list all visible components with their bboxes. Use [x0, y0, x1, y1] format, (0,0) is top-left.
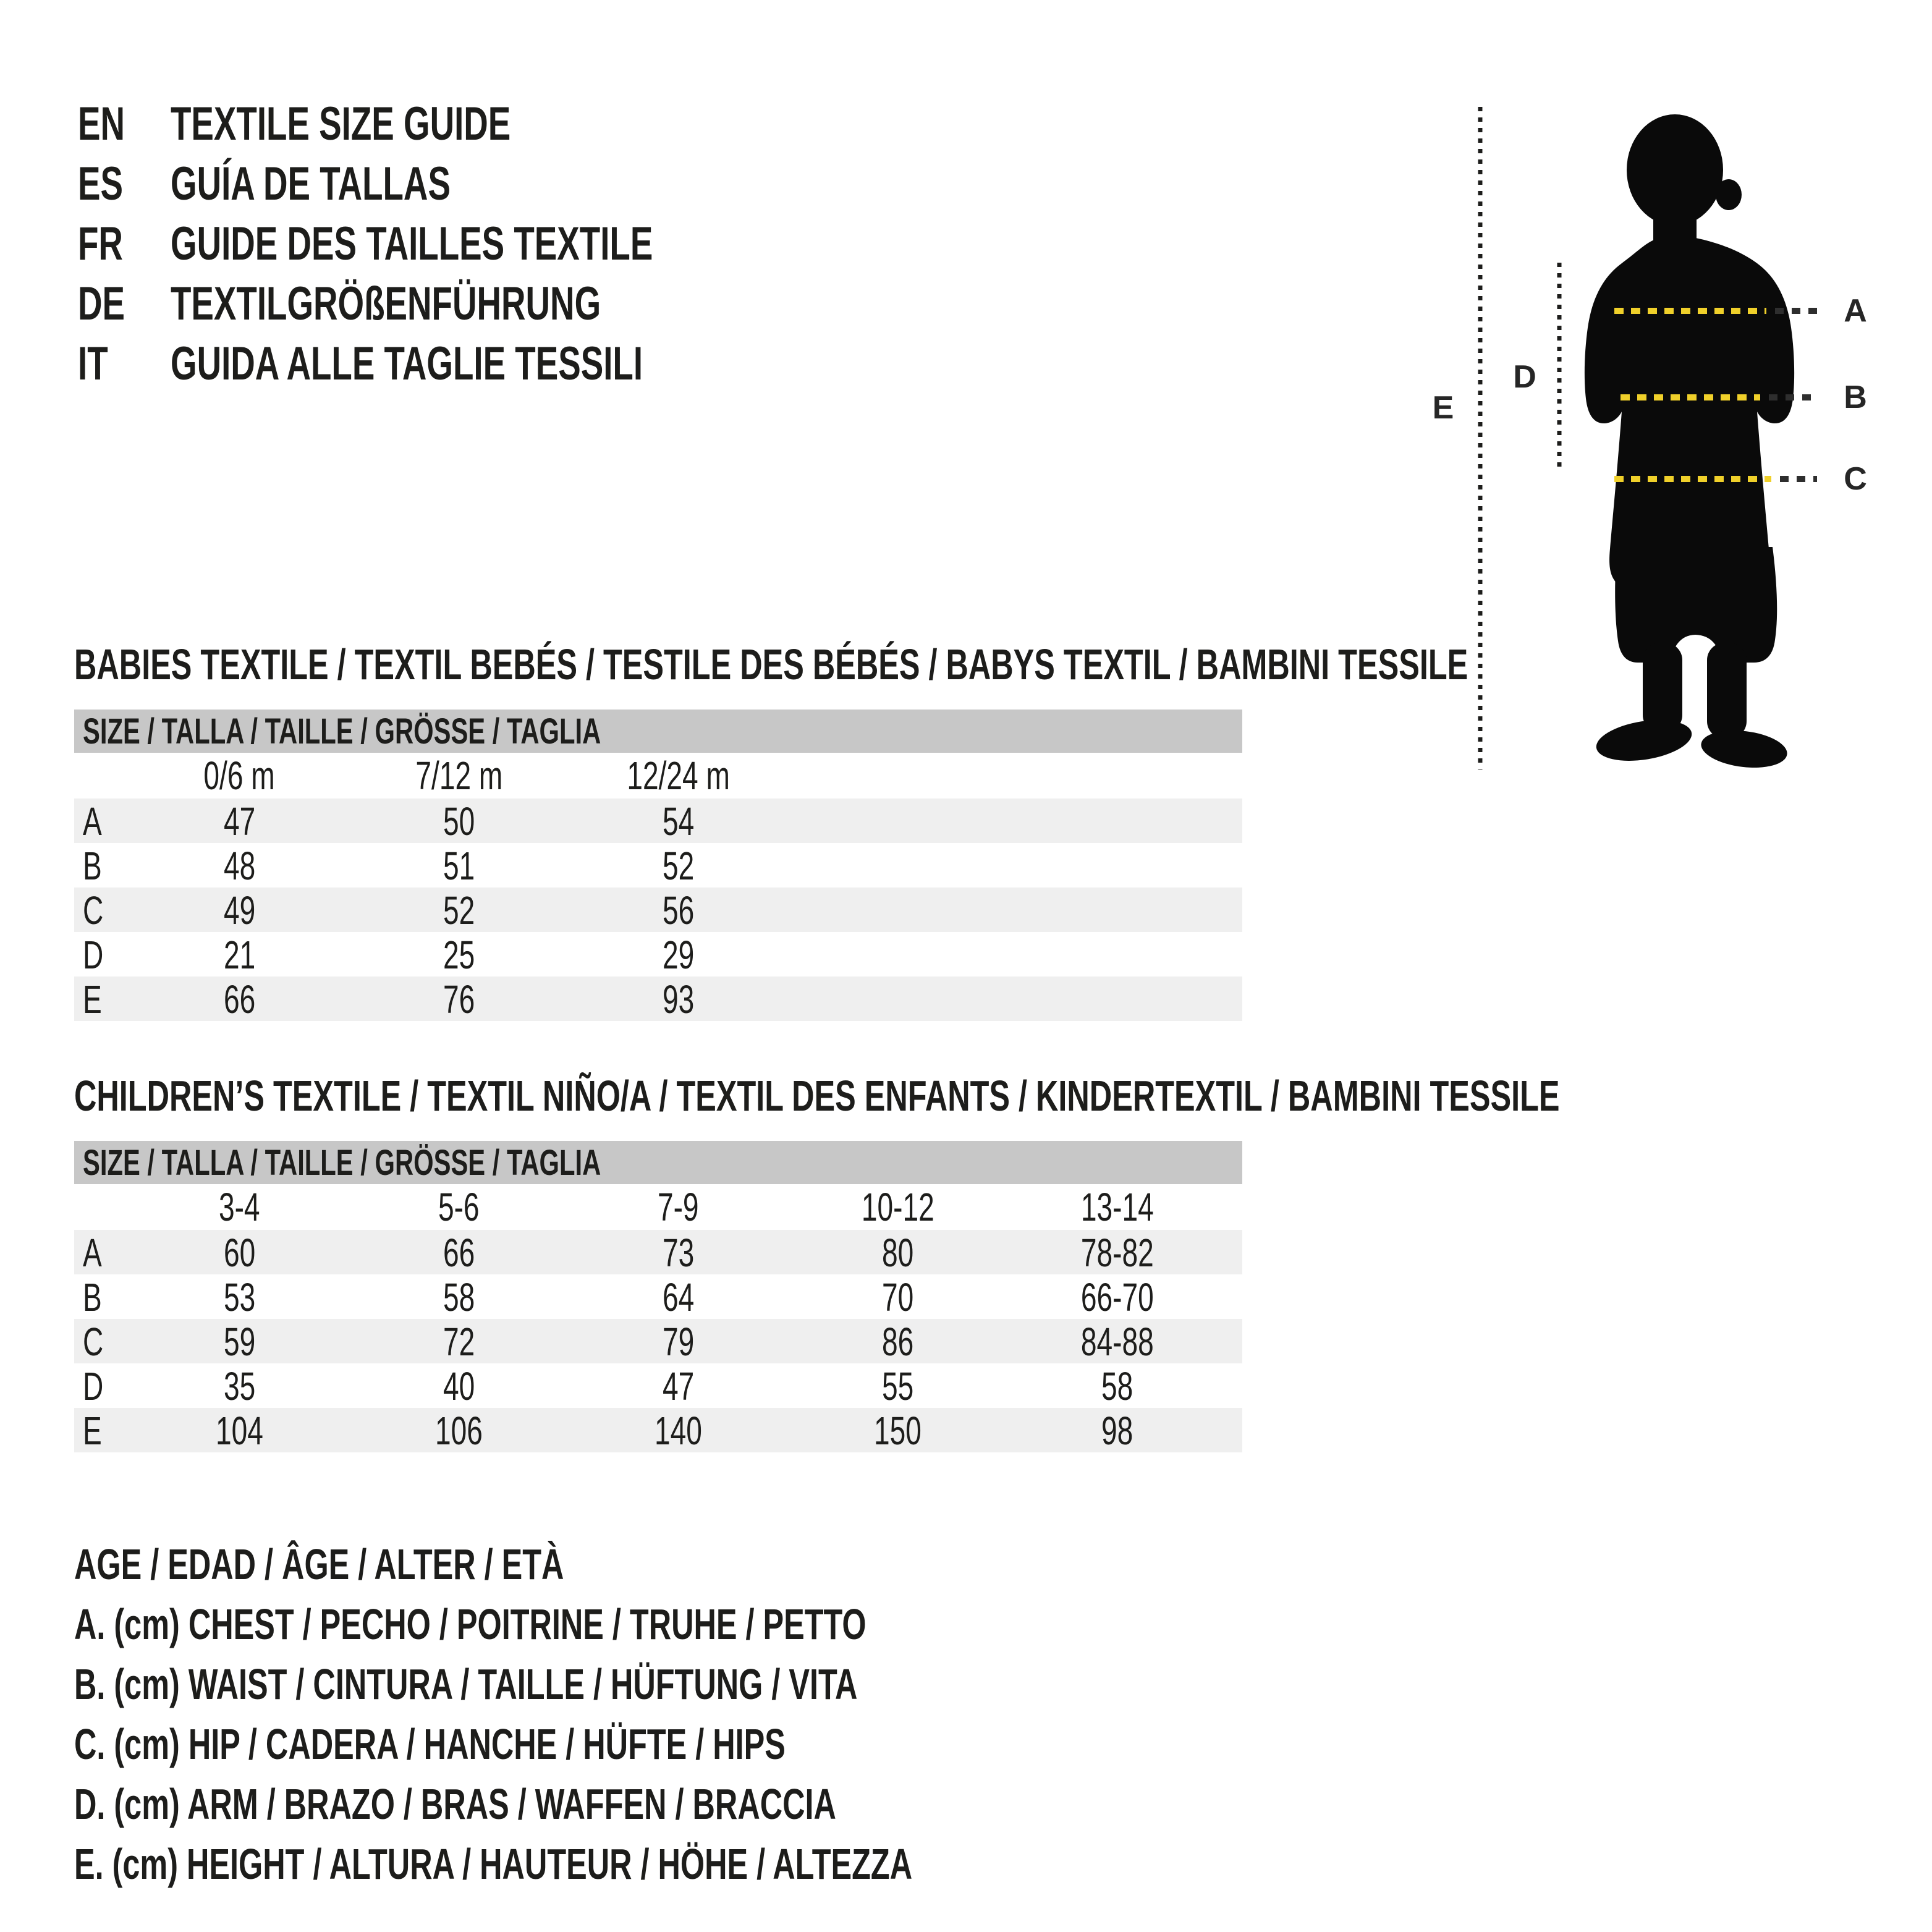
table-cell [569, 1230, 788, 1276]
lang-label [171, 157, 559, 211]
table-cell [349, 888, 569, 933]
column-header [569, 753, 788, 799]
babies-column-header-row [74, 753, 1242, 799]
cell-value: 106 [435, 1409, 483, 1453]
table-cell [1007, 1274, 1227, 1320]
table-cell [130, 843, 349, 889]
lang-row-es [78, 154, 841, 214]
column-header [130, 1184, 349, 1230]
children-section-title-text: CHILDREN’S TEXTILE / TEXTIL NIÑO/A / TEXTIL DES ENFANTS / KINDERTEXTIL / BAMBINI TESSILE [74, 1072, 1560, 1120]
table-cell [569, 1363, 788, 1409]
table-cell [349, 1274, 569, 1320]
table-cell [569, 1274, 788, 1320]
size-header-text: SIZE / TALLA / TAILLE / GRÖSSE / TAGLIA [83, 711, 601, 752]
measure-label-waist-B: B [1844, 379, 1867, 415]
column-header-text: 12/24 m [627, 753, 730, 798]
lang-code [78, 217, 171, 271]
table-cell [130, 888, 349, 933]
lang-code [78, 277, 171, 331]
table-row-B [74, 843, 1242, 888]
language-title-block [78, 94, 841, 394]
table-row-D [74, 1363, 1242, 1408]
lang-label [171, 337, 826, 391]
row-label-text: D [83, 933, 104, 977]
cell-value: 52 [662, 844, 695, 888]
row-label-text: E [83, 977, 102, 1022]
size-header-text: SIZE / TALLA / TAILLE / GRÖSSE / TAGLIA [83, 1142, 601, 1183]
table-cell [130, 1363, 349, 1409]
table-cell [1007, 1319, 1227, 1365]
measure-label-arm-D: D [1513, 359, 1536, 395]
cell-value: 47 [223, 799, 256, 844]
row-label [74, 799, 130, 844]
cell-value: 64 [662, 1275, 695, 1320]
row-label [74, 843, 130, 889]
cell-value: 40 [443, 1364, 475, 1409]
table-row-C [74, 888, 1242, 932]
lang-code-text: FR [78, 218, 123, 270]
cell-value: 76 [443, 977, 475, 1022]
column-header-text: 5-6 [438, 1185, 480, 1229]
cell-value: 58 [443, 1275, 475, 1320]
lang-label-text: TEXTILE SIZE GUIDE [171, 98, 511, 150]
table-cell [788, 1230, 1007, 1276]
measure-label-hip-C: C [1844, 461, 1867, 497]
row-label [74, 1363, 130, 1409]
legend-text: E. (cm) HEIGHT / ALTURA / HAUTEUR / HÖHE / ALTEZZA [74, 1839, 913, 1888]
cell-value: 48 [223, 844, 256, 888]
table-cell [130, 1230, 349, 1276]
cell-value: 66 [223, 977, 256, 1022]
babies-size-table [74, 710, 1242, 1021]
lang-label [171, 277, 768, 331]
table-row-E [74, 1408, 1242, 1452]
lang-code [78, 157, 171, 211]
legend-text: D. (cm) ARM / BRAZO / BRAS / WAFFEN / BRACCIA [74, 1779, 836, 1828]
children-size-table [74, 1141, 1242, 1452]
table-cell [1007, 1230, 1227, 1276]
row-label-text: C [83, 888, 104, 933]
cell-value: 93 [662, 977, 695, 1022]
row-label [74, 977, 130, 1022]
table-cell [349, 843, 569, 889]
cell-value: 53 [223, 1275, 256, 1320]
cell-value: 56 [662, 888, 695, 933]
table-cell [1007, 1363, 1227, 1409]
row-label-text: A [83, 1231, 102, 1275]
cell-value: 50 [443, 799, 475, 844]
table-cell [349, 977, 569, 1022]
table-cell [349, 932, 569, 978]
children-table-header-bar [74, 1141, 1242, 1184]
babies-table-header-bar [74, 710, 1242, 753]
row-label-text: D [83, 1364, 104, 1409]
table-cell [788, 1408, 1007, 1454]
lang-code [78, 337, 171, 391]
legend-line-height [74, 1834, 1238, 1894]
table-cell [788, 1319, 1007, 1365]
babies-section-title-text: BABIES TEXTILE / TEXTIL BEBÉS / TESTILE DES BÉBÉS / BABYS TEXTIL / BAMBINI TESSILE [74, 640, 1468, 688]
cell-value: 60 [223, 1231, 256, 1275]
measure-label-height-E: E [1432, 390, 1454, 426]
lang-code-text: IT [78, 337, 108, 390]
table-cell [569, 799, 788, 844]
column-header-text: 7/12 m [415, 753, 502, 798]
table-cell [569, 932, 788, 978]
row-label [74, 1274, 130, 1320]
table-row-E [74, 977, 1242, 1021]
cell-value: 104 [216, 1409, 263, 1453]
table-cell [569, 843, 788, 889]
column-header [130, 753, 349, 799]
column-header [349, 1184, 569, 1230]
lang-row-en [78, 94, 841, 154]
cell-value: 58 [1101, 1364, 1133, 1409]
column-header-text: 3-4 [219, 1185, 260, 1229]
table-cell [349, 1408, 569, 1454]
cell-value: 47 [662, 1364, 695, 1409]
children-column-header-row [74, 1184, 1242, 1230]
table-cell [1007, 1408, 1227, 1454]
lang-label-text: GUIDA ALLE TAGLIE TESSILI [171, 337, 643, 390]
cell-value: 86 [881, 1320, 914, 1364]
child-silhouette-figure [1397, 87, 1891, 803]
cell-value: 84-88 [1080, 1320, 1154, 1364]
row-label-text: A [83, 799, 102, 844]
table-cell [569, 1319, 788, 1365]
cell-value: 150 [874, 1409, 922, 1453]
measurement-legend [74, 1534, 1238, 1894]
row-label [74, 1319, 130, 1365]
lang-code [78, 97, 171, 151]
table-cell [569, 888, 788, 933]
cell-value: 70 [881, 1275, 914, 1320]
cell-value: 140 [655, 1409, 702, 1453]
measure-label-chest-A: A [1844, 293, 1867, 329]
table-cell [349, 799, 569, 844]
cell-value: 49 [223, 888, 256, 933]
table-cell [788, 1274, 1007, 1320]
lang-code-text: ES [78, 158, 124, 210]
row-label-text: B [83, 844, 102, 888]
legend-text: A. (cm) CHEST / PECHO / POITRINE / TRUHE / PETTO [74, 1599, 866, 1648]
cell-value: 54 [662, 799, 695, 844]
table-cell [788, 1363, 1007, 1409]
column-header [1007, 1184, 1227, 1230]
lang-label [171, 97, 643, 151]
legend-line-waist [74, 1654, 1238, 1714]
table-cell [130, 977, 349, 1022]
table-row-C [74, 1319, 1242, 1363]
table-cell [569, 1408, 788, 1454]
table-cell [130, 932, 349, 978]
table-cell [130, 799, 349, 844]
lang-row-fr [78, 214, 841, 274]
table-row-A [74, 799, 1242, 843]
cell-value: 79 [662, 1320, 695, 1364]
cell-value: 29 [662, 933, 695, 977]
cell-value: 78-82 [1080, 1231, 1154, 1275]
legend-line-chest [74, 1594, 1238, 1654]
cell-value: 21 [223, 933, 256, 977]
column-header [569, 1184, 788, 1230]
column-header-text: 10-12 [861, 1185, 934, 1229]
lang-label-text: GUIDE DES TAILLES TEXTILE [171, 218, 653, 270]
cell-value: 98 [1101, 1409, 1133, 1453]
lang-label-text: TEXTILGRÖßENFÜHRUNG [171, 278, 601, 330]
row-label-text: E [83, 1409, 102, 1453]
row-label [74, 888, 130, 933]
cell-value: 55 [881, 1364, 914, 1409]
row-label-text: C [83, 1320, 104, 1364]
lang-row-de [78, 274, 841, 334]
row-label [74, 1230, 130, 1276]
table-cell [130, 1408, 349, 1454]
column-header [788, 1184, 1007, 1230]
table-row-D [74, 932, 1242, 977]
cell-value: 73 [662, 1231, 695, 1275]
cell-value: 80 [881, 1231, 914, 1275]
lang-label [171, 217, 841, 271]
children-section-title [74, 1072, 1932, 1120]
cell-value: 35 [223, 1364, 256, 1409]
row-label-text: B [83, 1275, 102, 1320]
lang-label-text: GUÍA DE TALLAS [171, 158, 451, 210]
cell-value: 72 [443, 1320, 475, 1364]
legend-line-age [74, 1534, 1238, 1594]
column-header-text: 0/6 m [203, 753, 276, 798]
table-cell [569, 977, 788, 1022]
table-row-A [74, 1230, 1242, 1274]
lang-row-it [78, 334, 841, 394]
table-row-B [74, 1274, 1242, 1319]
cell-value: 51 [443, 844, 475, 888]
table-cell [349, 1319, 569, 1365]
lang-code-text: DE [78, 278, 125, 330]
cell-value: 52 [443, 888, 475, 933]
row-label [74, 932, 130, 978]
row-label [74, 1408, 130, 1454]
cell-value: 25 [443, 933, 475, 977]
column-header-text: 13-14 [1080, 1185, 1154, 1229]
legend-line-arm [74, 1774, 1238, 1834]
column-header-text: 7-9 [658, 1185, 699, 1229]
legend-text: AGE / EDAD / ÂGE / ALTER / ETÀ [74, 1540, 564, 1588]
cell-value: 66 [443, 1231, 475, 1275]
legend-text: C. (cm) HIP / CADERA / HANCHE / HÜFTE / HIPS [74, 1719, 786, 1768]
column-header [349, 753, 569, 799]
table-cell [349, 1230, 569, 1276]
lang-code-text: EN [78, 98, 125, 150]
legend-line-hip [74, 1714, 1238, 1774]
babies-section-title [74, 640, 1932, 688]
legend-text: B. (cm) WAIST / CINTURA / TAILLE / HÜFTUNG / VITA [74, 1659, 858, 1708]
table-cell [130, 1274, 349, 1320]
table-cell [130, 1319, 349, 1365]
table-cell [349, 1363, 569, 1409]
cell-value: 66-70 [1080, 1275, 1154, 1320]
cell-value: 59 [223, 1320, 256, 1364]
